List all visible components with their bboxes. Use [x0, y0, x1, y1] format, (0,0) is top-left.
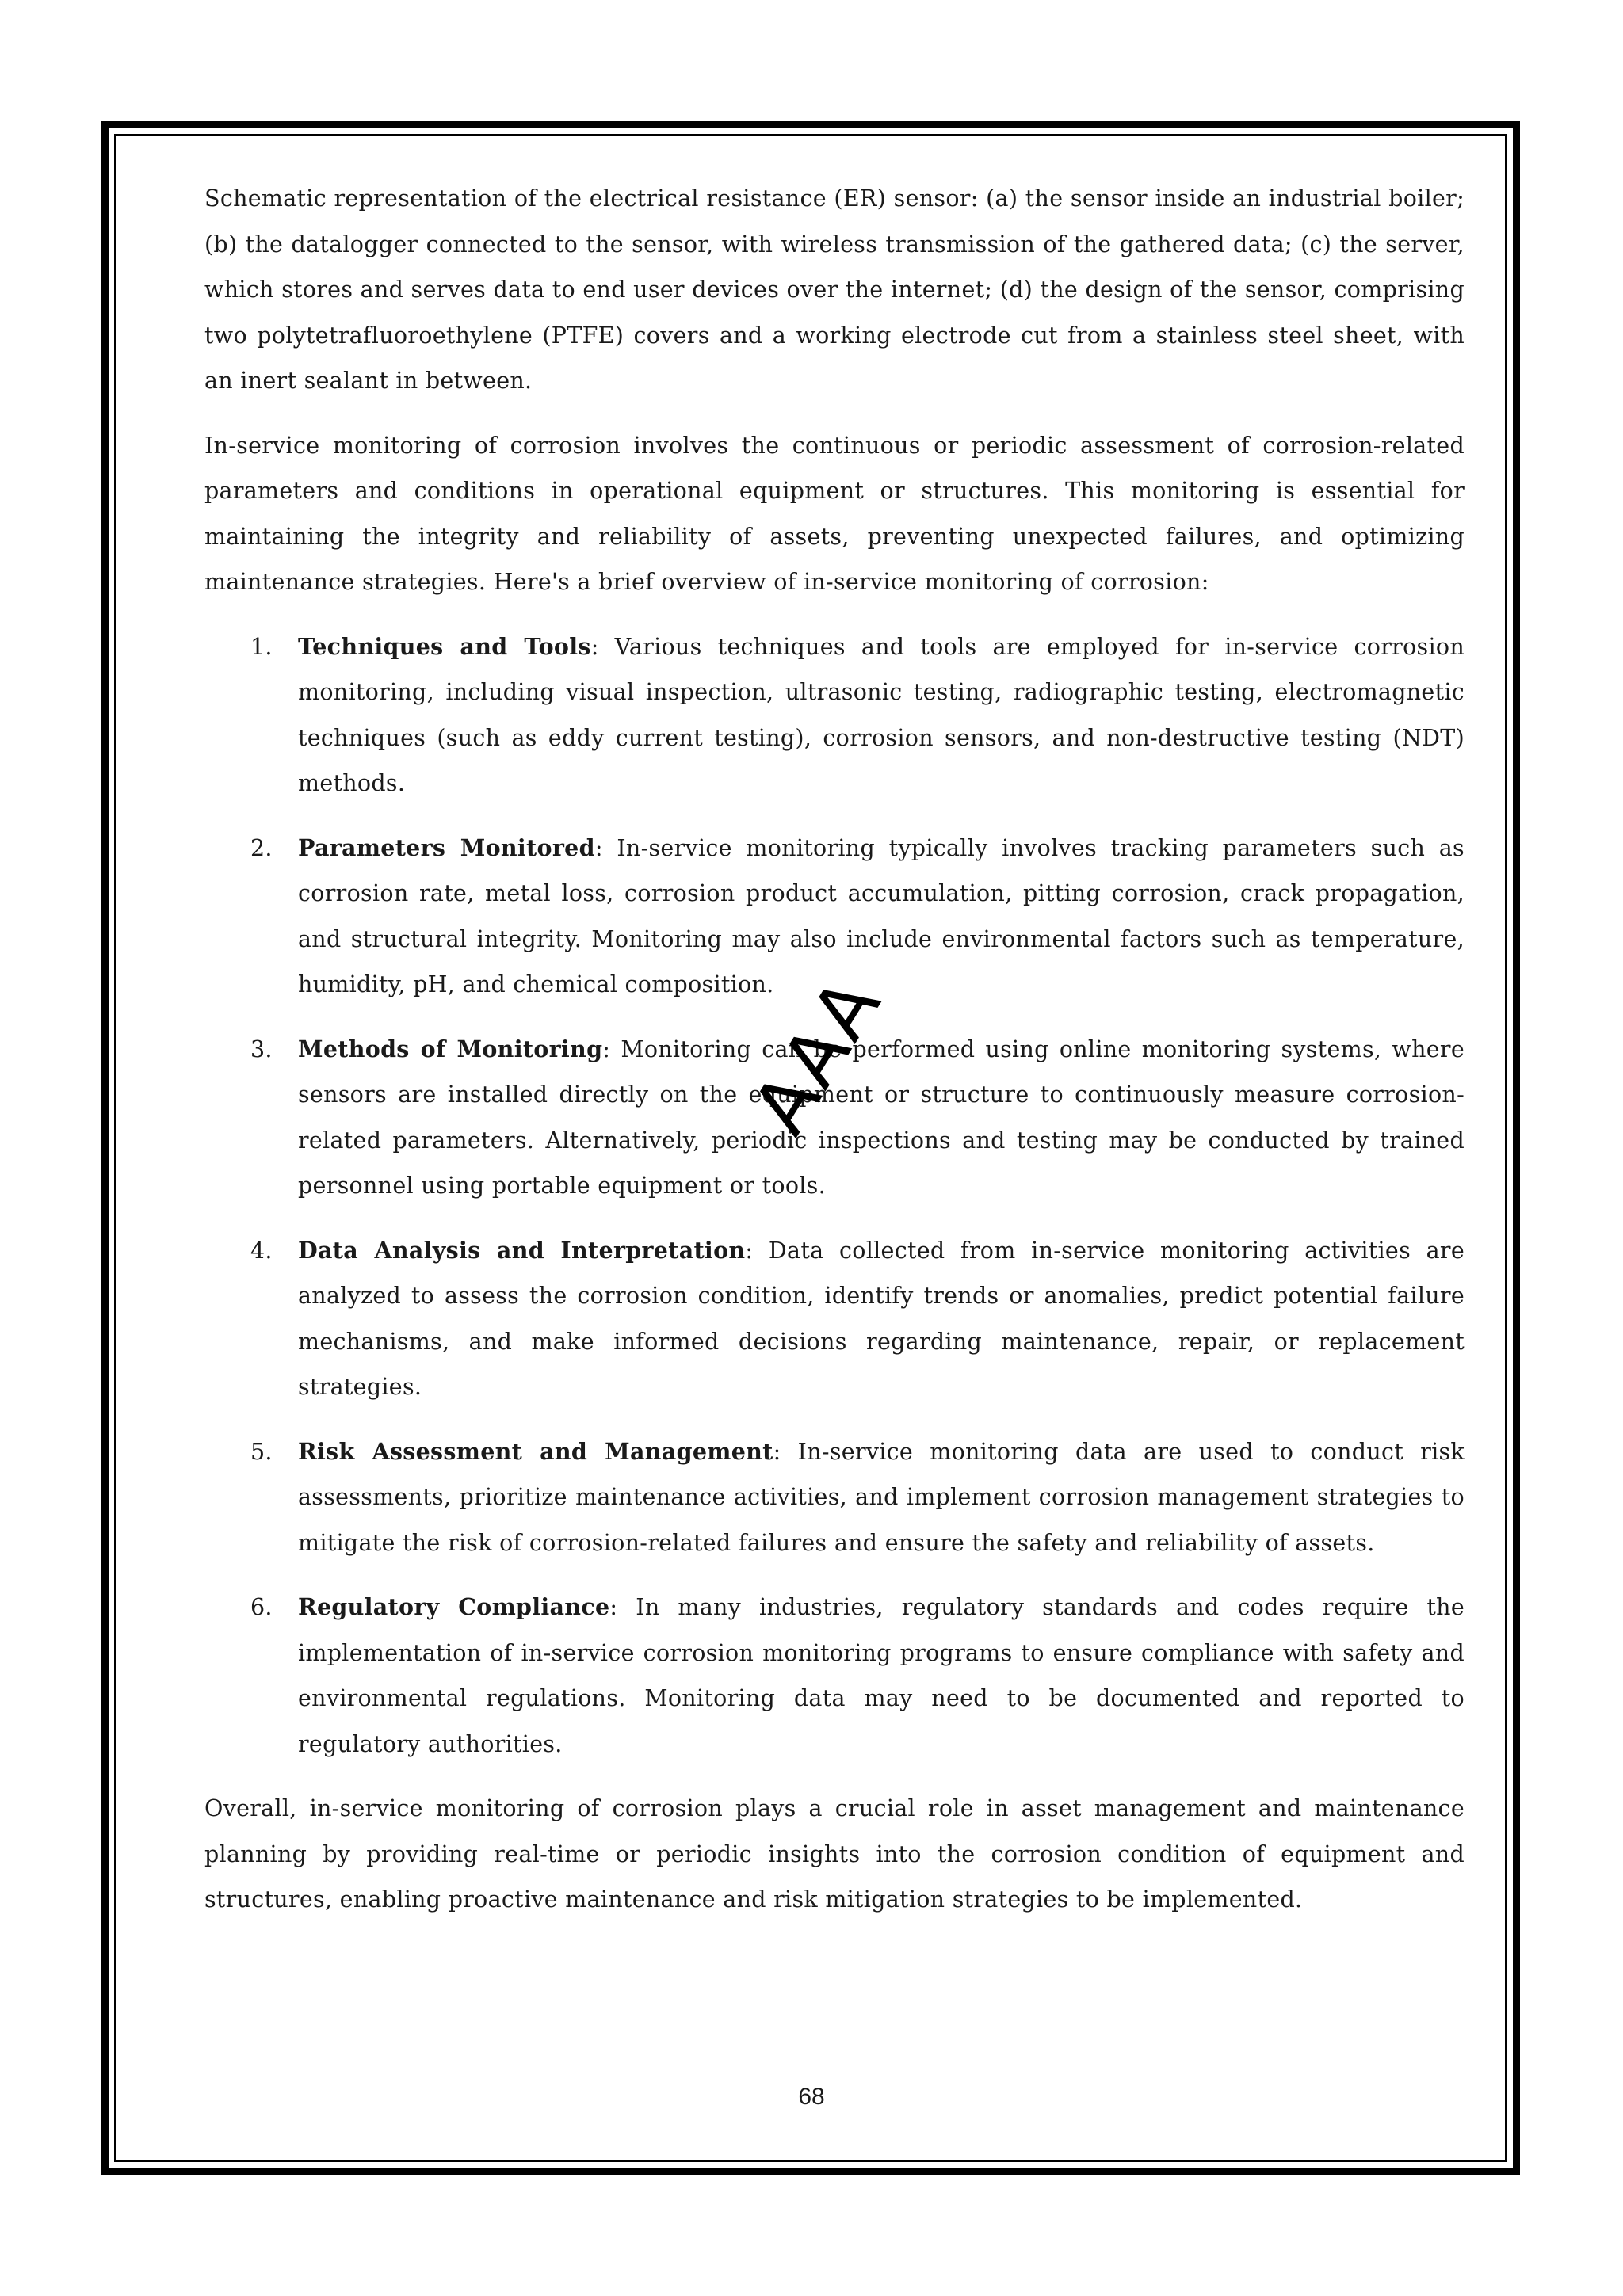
intro-paragraph: In-service monitoring of corrosion involves the continuous or periodic assessment of corrosion-related parameters and conditions in operational equipment or structures. This monitoring is essential for maintaining the integrity and reliability of assets, preventing unexpected failures, and optimizing maintenance strategies. Here's a brief overview of in-service monitoring of corrosion: — [204, 432, 1465, 595]
list-item-title: Risk Assessment and Management — [298, 1437, 773, 1465]
list-item — [204, 624, 1465, 807]
figure-caption: Schematic representation of the electrical resistance (ER) sensor: (a) the sensor inside an industrial boiler; (b) the datalogger connected to the sensor, with wireless transmission of the gathered data; (c) the server, which stores and serves data to end user devices over the internet; (d) the design of the sensor, comprising two polytetrafluoroethylene (PTFE) covers and a working electrode cut from a stainless steel sheet, with an inert sealant in between. — [204, 185, 1465, 394]
list-item — [204, 1585, 1465, 1767]
list-item-title: Data Analysis and Interpretation — [298, 1236, 746, 1264]
list-item-number: 1. — [250, 633, 273, 660]
list-item-number: 3. — [250, 1035, 273, 1062]
list-item — [204, 826, 1465, 1008]
page-number: 68 — [798, 2084, 825, 2110]
list-item — [204, 1429, 1465, 1566]
list-item-text: : Monitoring can be performed using online monitoring systems, where sensors are installed directly on the equipment or structure to continuously measure corrosion-related parameters. Alternatively, periodic inspections and testing may be conducted by trained personnel using portable equipment or tools. — [298, 1035, 1465, 1199]
list-item — [204, 1228, 1465, 1410]
list-item-title: Methods of Monitoring — [298, 1035, 603, 1062]
list-item-number: 4. — [250, 1237, 273, 1264]
list-item-number: 6. — [250, 1594, 273, 1620]
page-content — [204, 176, 1465, 1942]
list-item-text: : Various techniques and tools are employed for in-service corrosion monitoring, including visual inspection, ultrasonic testing, radiographic testing, electromagnetic techniques (such as eddy current testing), corrosion sensors, and non-destructive testing (NDT) methods. — [298, 633, 1465, 796]
list-item-text: : Data collected from in-service monitoring activities are analyzed to assess the corrosion condition, identify trends or anomalies, predict potential failure mechanisms, and make informed decisions regarding maintenance, repair, or replacement strategies. — [298, 1237, 1465, 1400]
list-item-text: : In-service monitoring typically involves tracking parameters such as corrosion rate, metal loss, corrosion product accumulation, pitting corrosion, crack propagation, and structural integrity. Monitoring may also include environmental factors such as temperature, humidity, pH, and chemical composition. — [298, 834, 1465, 997]
list-item-number: 5. — [250, 1438, 273, 1465]
list-item-title: Regulatory Compliance — [298, 1593, 610, 1620]
list-item-text: : In many industries, regulatory standards and codes require the implementation of in-service corrosion monitoring programs to ensure compliance with safety and environmental regulations. Monitoring data may need to be documented and reported to regulatory authorities. — [298, 1594, 1465, 1757]
list-item-number: 2. — [250, 834, 273, 861]
list-item-title: Techniques and Tools — [298, 632, 591, 660]
list-item — [204, 1027, 1465, 1209]
list-item-text: : In-service monitoring data are used to conduct risk assessments, prioritize maintenance activities, and implement corrosion management strategies to mitigate the risk of corrosion-related failures and ensure the safety and reliability of assets. — [298, 1438, 1465, 1556]
conclusion-paragraph: Overall, in-service monitoring of corrosion plays a crucial role in asset management and maintenance planning by providing real-time or periodic insights into the corrosion condition of equipment and structures, enabling proactive maintenance and risk mitigation strategies to be implemented. — [204, 1795, 1465, 1913]
list-item-title: Parameters Monitored — [298, 833, 595, 861]
monitoring-list — [204, 624, 1465, 1768]
watermark: AAA — [735, 962, 899, 1150]
